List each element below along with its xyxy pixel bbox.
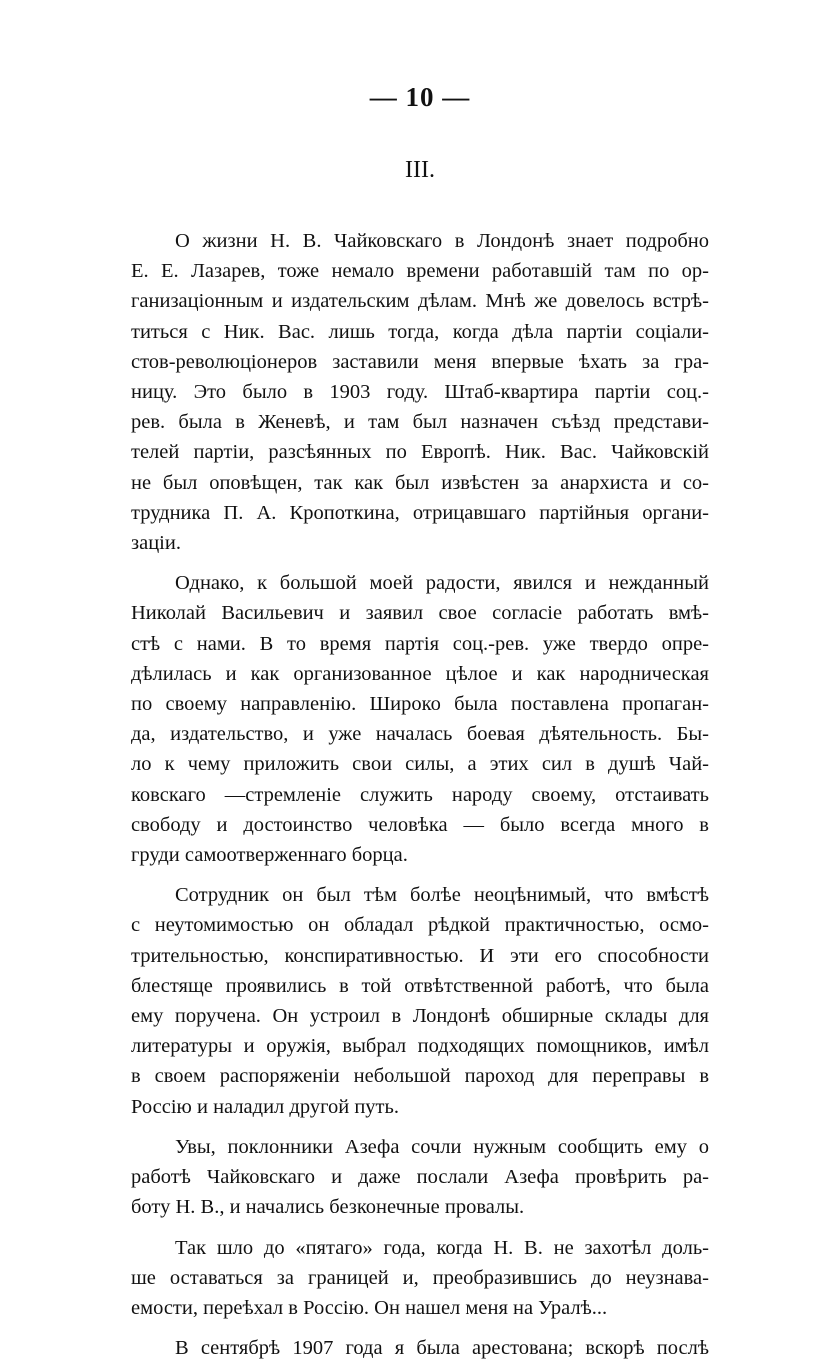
text-line: дѣлилась и как организованное цѣлое и как народническая (131, 662, 709, 685)
text-line: ему поручена. Он устроил в Лондонѣ обширные склады для (131, 1005, 709, 1028)
text-line: не был оповѣщен, так как был извѣстен за анархиста и со- (131, 471, 709, 494)
paragraph-gap (131, 558, 709, 568)
text-line: трудника П. А. Кропоткина, отрицавшаго партійныя органи- (131, 501, 709, 524)
page-number: — 10 — (369, 82, 471, 112)
paragraph (131, 1132, 709, 1223)
text-line: Увы, поклонники Азефа сочли нужным сообщить ему о (175, 1135, 709, 1158)
text-line: Николай Васильевич и заявил свое согласіе работать вмѣ- (131, 602, 709, 625)
text-line: емости, переѣхал в Россію. Он нашел меня на Уралѣ... (131, 1296, 608, 1319)
text-line: ше оставаться за границей и, преобразившись до неузнава- (131, 1266, 709, 1289)
text-line: с неутомимостью он обладал рѣдкой практичностью, осмо- (131, 914, 709, 937)
text-line: работѣ Чайковскаго и даже послали Азефа провѣрить ра- (131, 1166, 709, 1189)
text-line: свободу и достоинство человѣка — было всегда много в (131, 813, 709, 836)
text-line: по своему направленію. Широко была поставлена пропаган- (131, 693, 709, 716)
text-line: ницу. Это было в 1903 году. Штаб-квартира партіи соц.- (131, 381, 709, 404)
paragraph-gap (131, 870, 709, 880)
paragraph-gap (131, 1323, 709, 1333)
text-line: боту Н. В., и начались безконечные провалы. (131, 1196, 525, 1219)
paragraph (131, 1333, 709, 1363)
text-line: в своем распоряженіи небольшой пароход для переправы в (131, 1065, 709, 1088)
paragraph (131, 568, 709, 870)
text-line: ковскаго —стремленіе служить народу своему, отстаивать (131, 783, 709, 806)
text-line: ганизаціонным и издательским дѣлам. Мнѣ же довелось встрѣ- (131, 290, 709, 313)
paragraph (131, 226, 709, 558)
text-line: Е. Е. Лазарев, тоже немало времени работавшій там по ор- (131, 260, 709, 283)
text-line: да, издательство, и уже началась боевая дѣятельность. Бы- (131, 723, 709, 746)
text-line: Однако, к большой моей радости, явился и нежданный (175, 572, 709, 595)
text-line: Россію и наладил другой путь. (131, 1095, 399, 1118)
paragraph (131, 880, 709, 1122)
text-line: О жизни Н. В. Чайковскаго в Лондонѣ знает подробно (175, 230, 709, 252)
section-heading: III. (405, 157, 435, 183)
text-line: В сентябрѣ 1907 года я была арестована; вскорѣ послѣ (175, 1337, 709, 1360)
text-line: телей партіи, разсѣянных по Европѣ. Ник. Вас. Чайковскій (131, 441, 709, 464)
paragraph-gap (131, 1122, 709, 1132)
paragraph (131, 1233, 709, 1324)
text-line: рев. была в Женевѣ, и там был назначен съѣзд представи- (131, 411, 709, 434)
text-line: Так шло до «пятаго» года, когда Н. В. не захотѣл доль- (175, 1236, 709, 1259)
text-line: Сотрудник он был тѣм болѣе неоцѣнимый, что вмѣстѣ (175, 884, 709, 907)
body-text (131, 226, 709, 1363)
text-line: блестяще проявились в той отвѣтственной работѣ, что была (131, 974, 709, 997)
text-line: заціи. (131, 532, 181, 555)
text-line: груди самоотверженнаго борца. (131, 844, 408, 867)
text-line: трительностью, конспиративностью. И эти его способности (131, 944, 709, 967)
text-line: ло к чему приложить свои силы, а этих сил в душѣ Чай- (131, 753, 709, 776)
text-line: стов-революціонеров заставили меня впервые ѣхать за гра- (131, 350, 709, 373)
text-line: литературы и оружія, выбрал подходящих помощников, имѣл (131, 1035, 709, 1058)
text-line: стѣ с нами. В то время партія соц.-рев. уже твердо опре- (131, 632, 709, 655)
paragraph-gap (131, 1223, 709, 1233)
text-line: титься с Ник. Вас. лишь тогда, когда дѣла партіи соціали- (131, 320, 709, 343)
